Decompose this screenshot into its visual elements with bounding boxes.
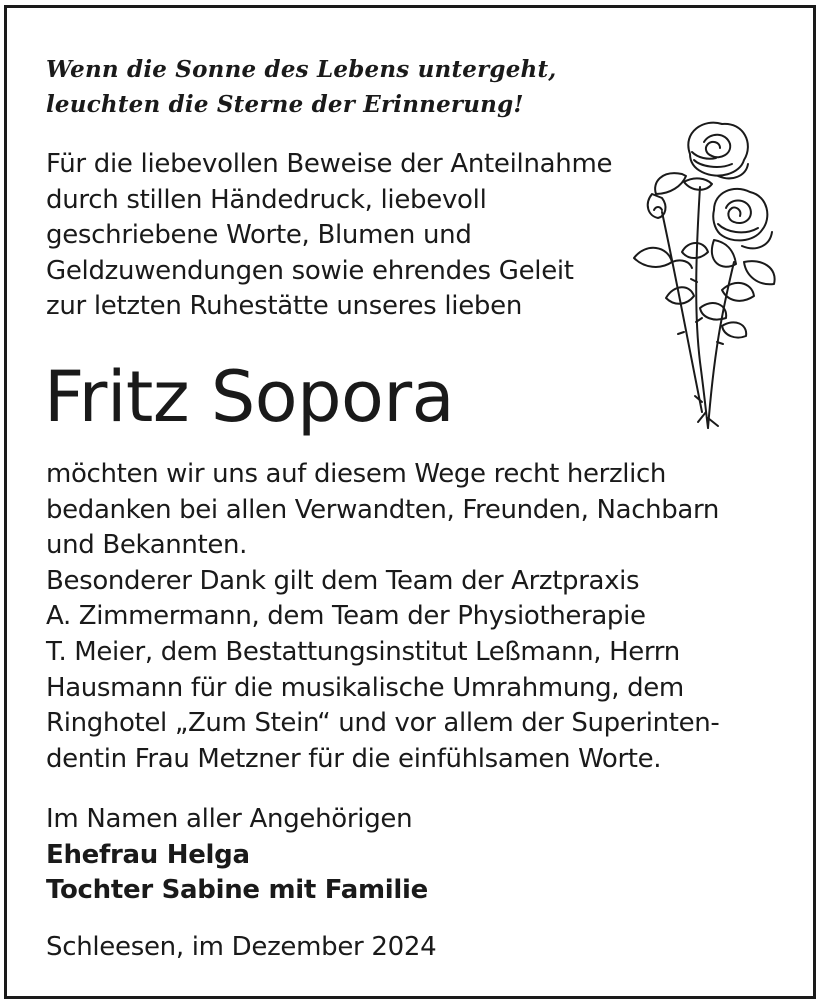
thanks-text	[46, 457, 719, 777]
motto	[46, 52, 557, 122]
deceased-name: Fritz Sopora	[44, 356, 455, 438]
body-line: bedanken bei allen Verwandten, Freunden, Nachbarn	[46, 494, 720, 525]
signature-wife: Ehefrau Helga	[46, 839, 250, 870]
place-date: Schleesen, im Dezember 2024	[46, 932, 437, 962]
intro-line: durch stillen Händedruck, liebevoll	[46, 184, 487, 215]
body-line: und Bekannten.	[46, 530, 248, 561]
body-line: A. Zimmermann, dem Team der Physiotherapie	[46, 601, 646, 632]
intro-line: Für die liebevollen Beweise der Anteilnahme	[46, 149, 613, 179]
motto-line-1: Wenn die Sonne des Lebens untergeht,	[46, 56, 557, 83]
body-line: Hausmann für die musikalische Umrahmung, dem	[46, 672, 684, 703]
signature-block	[46, 802, 428, 909]
signature-intro: Im Namen aller Angehörigen	[46, 804, 413, 834]
body-line: dentin Frau Metzner für die einfühlsamen Worte.	[46, 743, 662, 774]
body-line: Besonderer Dank gilt dem Team der Arztpraxis	[46, 565, 640, 596]
motto-line-2: leuchten die Sterne der Erinnerung!	[46, 91, 524, 118]
signature-daughter: Tochter Sabine mit Familie	[46, 875, 428, 905]
body-line: Ringhotel „Zum Stein“ und vor allem der Superinten-	[46, 708, 720, 739]
intro-line: zur letzten Ruhestätte unseres lieben	[46, 291, 522, 321]
body-line: möchten wir uns auf diesem Wege recht herzlich	[46, 459, 667, 489]
roses-illustration-icon	[622, 112, 782, 434]
intro-text	[46, 147, 612, 325]
intro-line: Geldzuwendungen sowie ehrendes Geleit	[46, 255, 574, 286]
body-line: T. Meier, dem Bestattungsinstitut Leßmann, Herrn	[46, 636, 680, 667]
intro-line: geschriebene Worte, Blumen und	[46, 220, 472, 250]
